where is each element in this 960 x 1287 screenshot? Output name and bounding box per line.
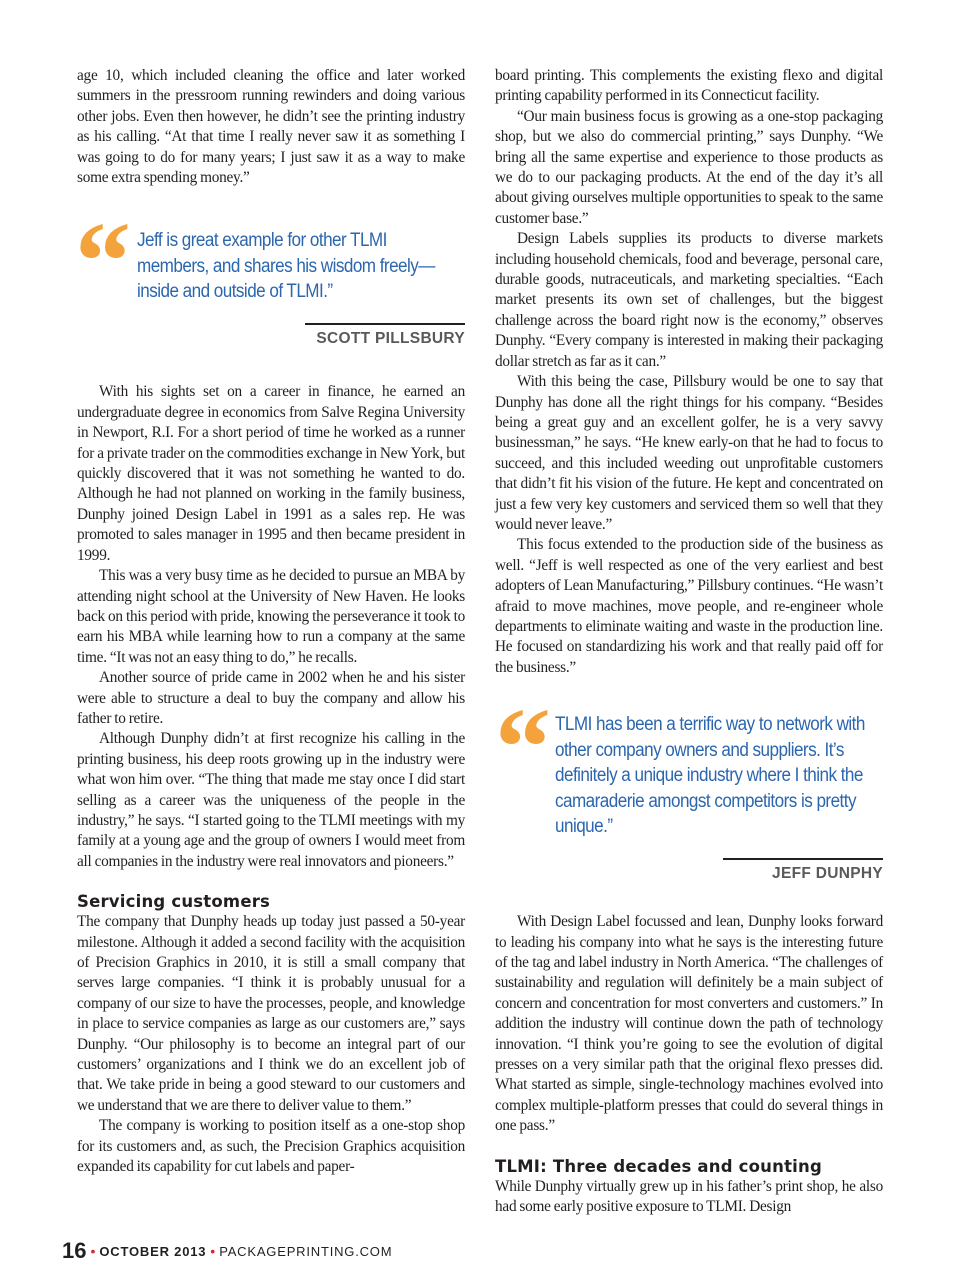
pull-quote-author: SCOTT PILLSBURY xyxy=(316,329,465,347)
body-paragraph: Another source of pride came in 2002 when he and his sister were able to structure a deal to buy the company and allow his father to retire. xyxy=(77,669,465,727)
body-paragraph: This focus extended to the production side of the business as well. “Jeff is well respected as one of the very earliest and best adopters of Lean Manufacturing,” Pillsbury continues. “He wasn’t afraid to move machines, move people, and re-engineer whole departments to eliminate waiting and waste in the production line. He focused on standardizing his work and that really paid off for the business.” xyxy=(495,536,883,676)
page-number: 16 xyxy=(62,1238,87,1263)
bullet-icon: • xyxy=(90,1243,96,1259)
body-paragraph: With this being the case, Pillsbury would be one to say that Dunphy has done all the right things for his company. “Besides being a great guy and an excellent golfer, he is a very savvy businessman,” he says. “He knew early-on that he had to focus to succeed, and this included weeding out unprofitable customers that didn’t fit his vision of the future. He kept and concentrated on just a few very key customers and serviced them so well that they would never leave.” xyxy=(495,373,883,533)
website-link[interactable]: PACKAGEPRINTING.COM xyxy=(219,1244,393,1259)
body-paragraph: Design Labels supplies its products to diverse markets including household chemicals, food and beverage, personal care, durable goods, nutraceuticals, and marketing specialties. “Each market presents its own set of challenges, but the biggest challenge across the board right now is the economy,” observes Dunphy. “Every company is interested in making their packaging dollar stretch as far as it can.” xyxy=(495,230,883,370)
pull-quote-rule xyxy=(305,323,465,325)
body-paragraph: The company that Dunphy heads up today just passed a 50-year milestone. Although it added a second facility with the acquisition of Precision Graphics in 2010, it is still a small company that serves large companies. “I think it is probably unusual for a company of our size to have the processes, people, and knowledge in place to service companies as large as our customers are,” says Dunphy. “Our philosophy is to become an integral part of our customers’ organizations and I think we do an excellent job of that. We take pride in being a good steward to our customers and we understand that we are there to deliver value to them.” xyxy=(77,913,465,1114)
section-heading: Servicing customers xyxy=(77,892,271,912)
bullet-icon: • xyxy=(210,1243,216,1259)
page-footer xyxy=(62,1238,392,1264)
body-paragraph: While Dunphy virtually grew up in his father’s print shop, he also had some early positive exposure to TLMI. Design xyxy=(495,1177,883,1216)
left-column xyxy=(77,66,465,1177)
pull-quote-text: Jeff is great example for other TLMI members, and shares his wisdom freely—inside and outside of TLMI.” xyxy=(137,230,435,303)
pull-quote-pillsbury xyxy=(75,200,465,362)
pull-quote-text: TLMI has been a terrific way to network with other company owners and suppliers. It’s definitely a unique industry where I think the camaraderie amongst competitors is pretty unique.” xyxy=(555,714,865,838)
section-heading: TLMI: Three decades and counting xyxy=(495,1156,822,1176)
quote-mark-icon: “ xyxy=(75,200,121,325)
body-paragraph: board printing. This complements the existing flexo and digital printing capability performed in its Connecticut facility. xyxy=(495,67,883,105)
pull-quote-rule xyxy=(723,858,883,860)
body-paragraph: This was a very busy time as he decided to pursue an MBA by attending night school at the University of New Haven. He looks back on this period with pride, knowing the perseverance it took to earn his MBA while learning how to run a company at the same time. “It was not an easy thing to do,” he recalls. xyxy=(77,567,465,666)
body-paragraph: With Design Label focussed and lean, Dunphy looks forward to leading his company into what he says is the interesting future of the tag and label industry in North America. “The challenges of sustainability and regulation will definitely be a main subject of concern and concentration for most converters and customers.” In addition the industry will continue down the path of technology innovation. “I think you’re going to see the evolution of digital presses on a very similar path that the original flexo presses did. What started as simple, single-technology machines evolved into complex multiple-platform presses that could do several things in one pass.” xyxy=(495,913,883,1135)
quote-mark-icon: “ xyxy=(495,686,541,811)
issue-date: OCTOBER 2013 xyxy=(99,1244,207,1259)
body-paragraph: age 10, which included cleaning the office and later worked summers in the pressroom running rewinders and doing various other jobs. Even then however, he didn’t see the printing industry as his calling. “At that time I really never saw it as something I was going to do for many years; I just saw it as a way to make some extra spending money.” xyxy=(77,67,465,187)
right-column xyxy=(495,66,883,1217)
body-paragraph: With his sights set on a career in finance, he earned an undergraduate degree in economics from Salve Regina University in Newport, R.I. For a short period of time he worked as a runner for a private trader on the commodities exchange in New York, but quickly discovered that it was not something he wanted to do. Although he had not planned on working in the family business, Dunphy joined Design Label in 1991 as a sales rep. He was promoted to sales manager in 1995 and then became president in 1999. xyxy=(77,383,465,564)
body-paragraph: Although Dunphy didn’t at first recognize his calling in the printing business, his deep roots growing up in the industry were what won him over. “The thing that made me stay once I did start selling as a career was the uniqueness of the people in the industry,” he says. “I started going to the TLMI meetings with my family at a young age and the group of owners I would meet from all companies in the industry were real innovators and pioneers.” xyxy=(77,730,465,870)
pull-quote-dunphy xyxy=(495,686,883,898)
body-paragraph: “Our main business focus is growing as a one-stop packaging shop, but we also do commercial printing,” says Dunphy. “We bring all the same expertise and experience to those products as we do to our packaging products. At the end of the day it’s all about giving ourselves multiple opportunities to speak to the same customer base.” xyxy=(495,107,883,227)
pull-quote-author: JEFF DUNPHY xyxy=(772,864,883,882)
body-paragraph: The company is working to position itself as a one-stop shop for its customers and, as such, the Precision Graphics acquisition expanded its capability for cut labels and paper- xyxy=(77,1117,465,1176)
